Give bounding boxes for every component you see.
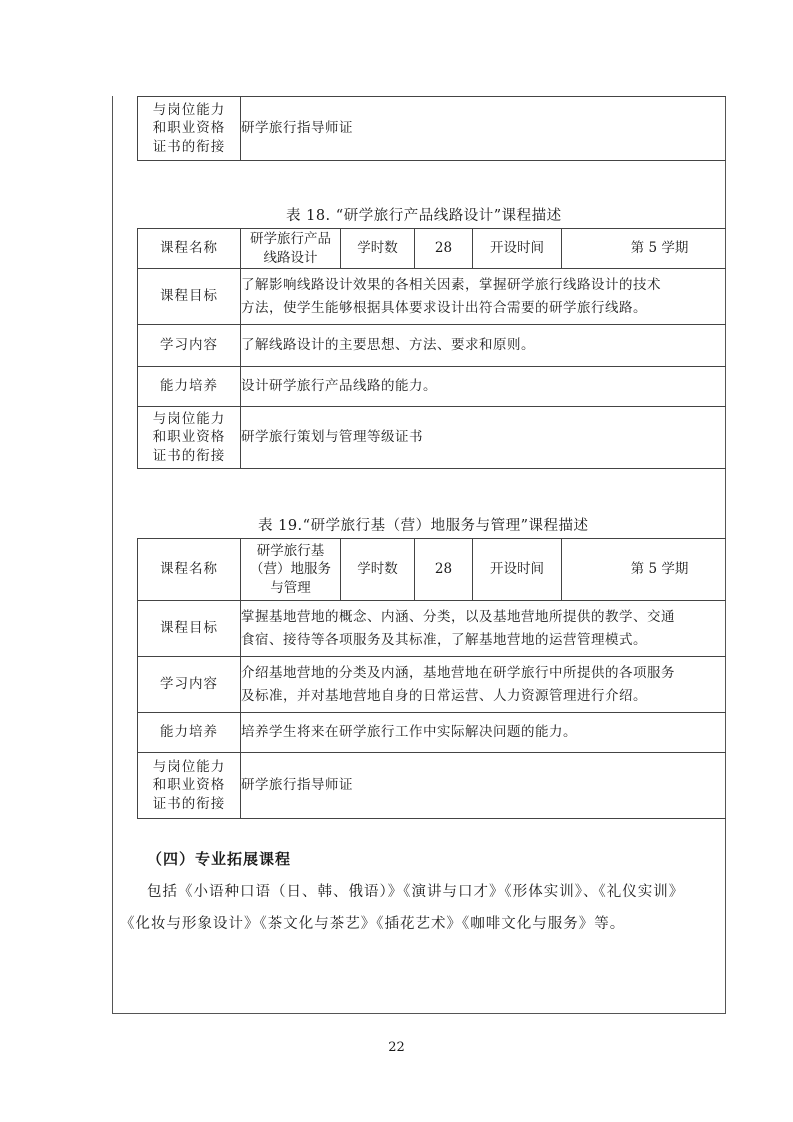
cert-value: 研学旅行指导师证 [241,97,727,161]
hours-value: 28 [415,539,473,601]
goal-label: 课程目标 [138,269,241,325]
top-table [137,96,726,161]
ability-value: 培养学生将来在研学旅行工作中实际解决问题的能力。 [241,713,727,753]
course-name-label: 课程名称 [138,229,241,269]
course-name: 研学旅行产品 线路设计 [241,229,341,269]
content-value: 了解线路设计的主要思想、方法、要求和原则。 [241,325,727,367]
goal-value: 掌握基地营地的概念、内涵、分类，以及基地营地所提供的教学、交通 食宿、接待等各项服务及其标准，了解基地营地的运营管理模式。 [241,601,727,657]
paragraph-line-2: 《化妆与形象设计》《茶文化与茶艺》《插花艺术》《咖啡文化与服务》等。 [120,916,626,932]
table19-caption: 表 19.“研学旅行基（营）地服务与管理”课程描述 [258,518,589,534]
cert-label: 与岗位能力 和职业资格 证书的衔接 [138,407,241,469]
content-label: 学习内容 [138,325,241,367]
hours-label: 学时数 [341,229,415,269]
course-name: 研学旅行基 （营）地服务 与管理 [241,539,341,601]
goal-value: 了解影响线路设计效果的各相关因素，掌握研学旅行线路设计的技术 方法，使学生能够根据具体要求设计出符合需要的研学旅行线路。 [241,269,727,325]
cert-label: 与岗位能力 和职业资格 证书的衔接 [138,97,241,161]
ability-value: 设计研学旅行产品线路的能力。 [241,367,727,407]
time-value: 第 5 学期 [562,229,727,269]
hours-label: 学时数 [341,539,415,601]
table18 [137,228,726,469]
page-number: 22 [388,1040,405,1055]
time-label: 开设时间 [473,539,562,601]
cert-value: 研学旅行策划与管理等级证书 [241,407,727,469]
content-label: 学习内容 [138,657,241,713]
section-title: （四）专业拓展课程 [147,850,292,868]
paragraph-line-1: 包括《小语种口语（日、韩、俄语）》《演讲与口才》《形体实训》、《礼仪实训》 [147,884,685,900]
time-label: 开设时间 [473,229,562,269]
table18-caption: 表 18. “研学旅行产品线路设计”课程描述 [286,208,562,224]
hours-value: 28 [415,229,473,269]
course-name-label: 课程名称 [138,539,241,601]
goal-label: 课程目标 [138,601,241,657]
content-value: 介绍基地营地的分类及内涵，基地营地在研学旅行中所提供的各项服务 及标准，并对基地营地自身的日常运营、人力资源管理进行介绍。 [241,657,727,713]
cert-value: 研学旅行指导师证 [241,753,727,819]
cert-label: 与岗位能力 和职业资格 证书的衔接 [138,753,241,819]
ability-label: 能力培养 [138,367,241,407]
ability-label: 能力培养 [138,713,241,753]
table19 [137,538,726,819]
time-value: 第 5 学期 [562,539,727,601]
